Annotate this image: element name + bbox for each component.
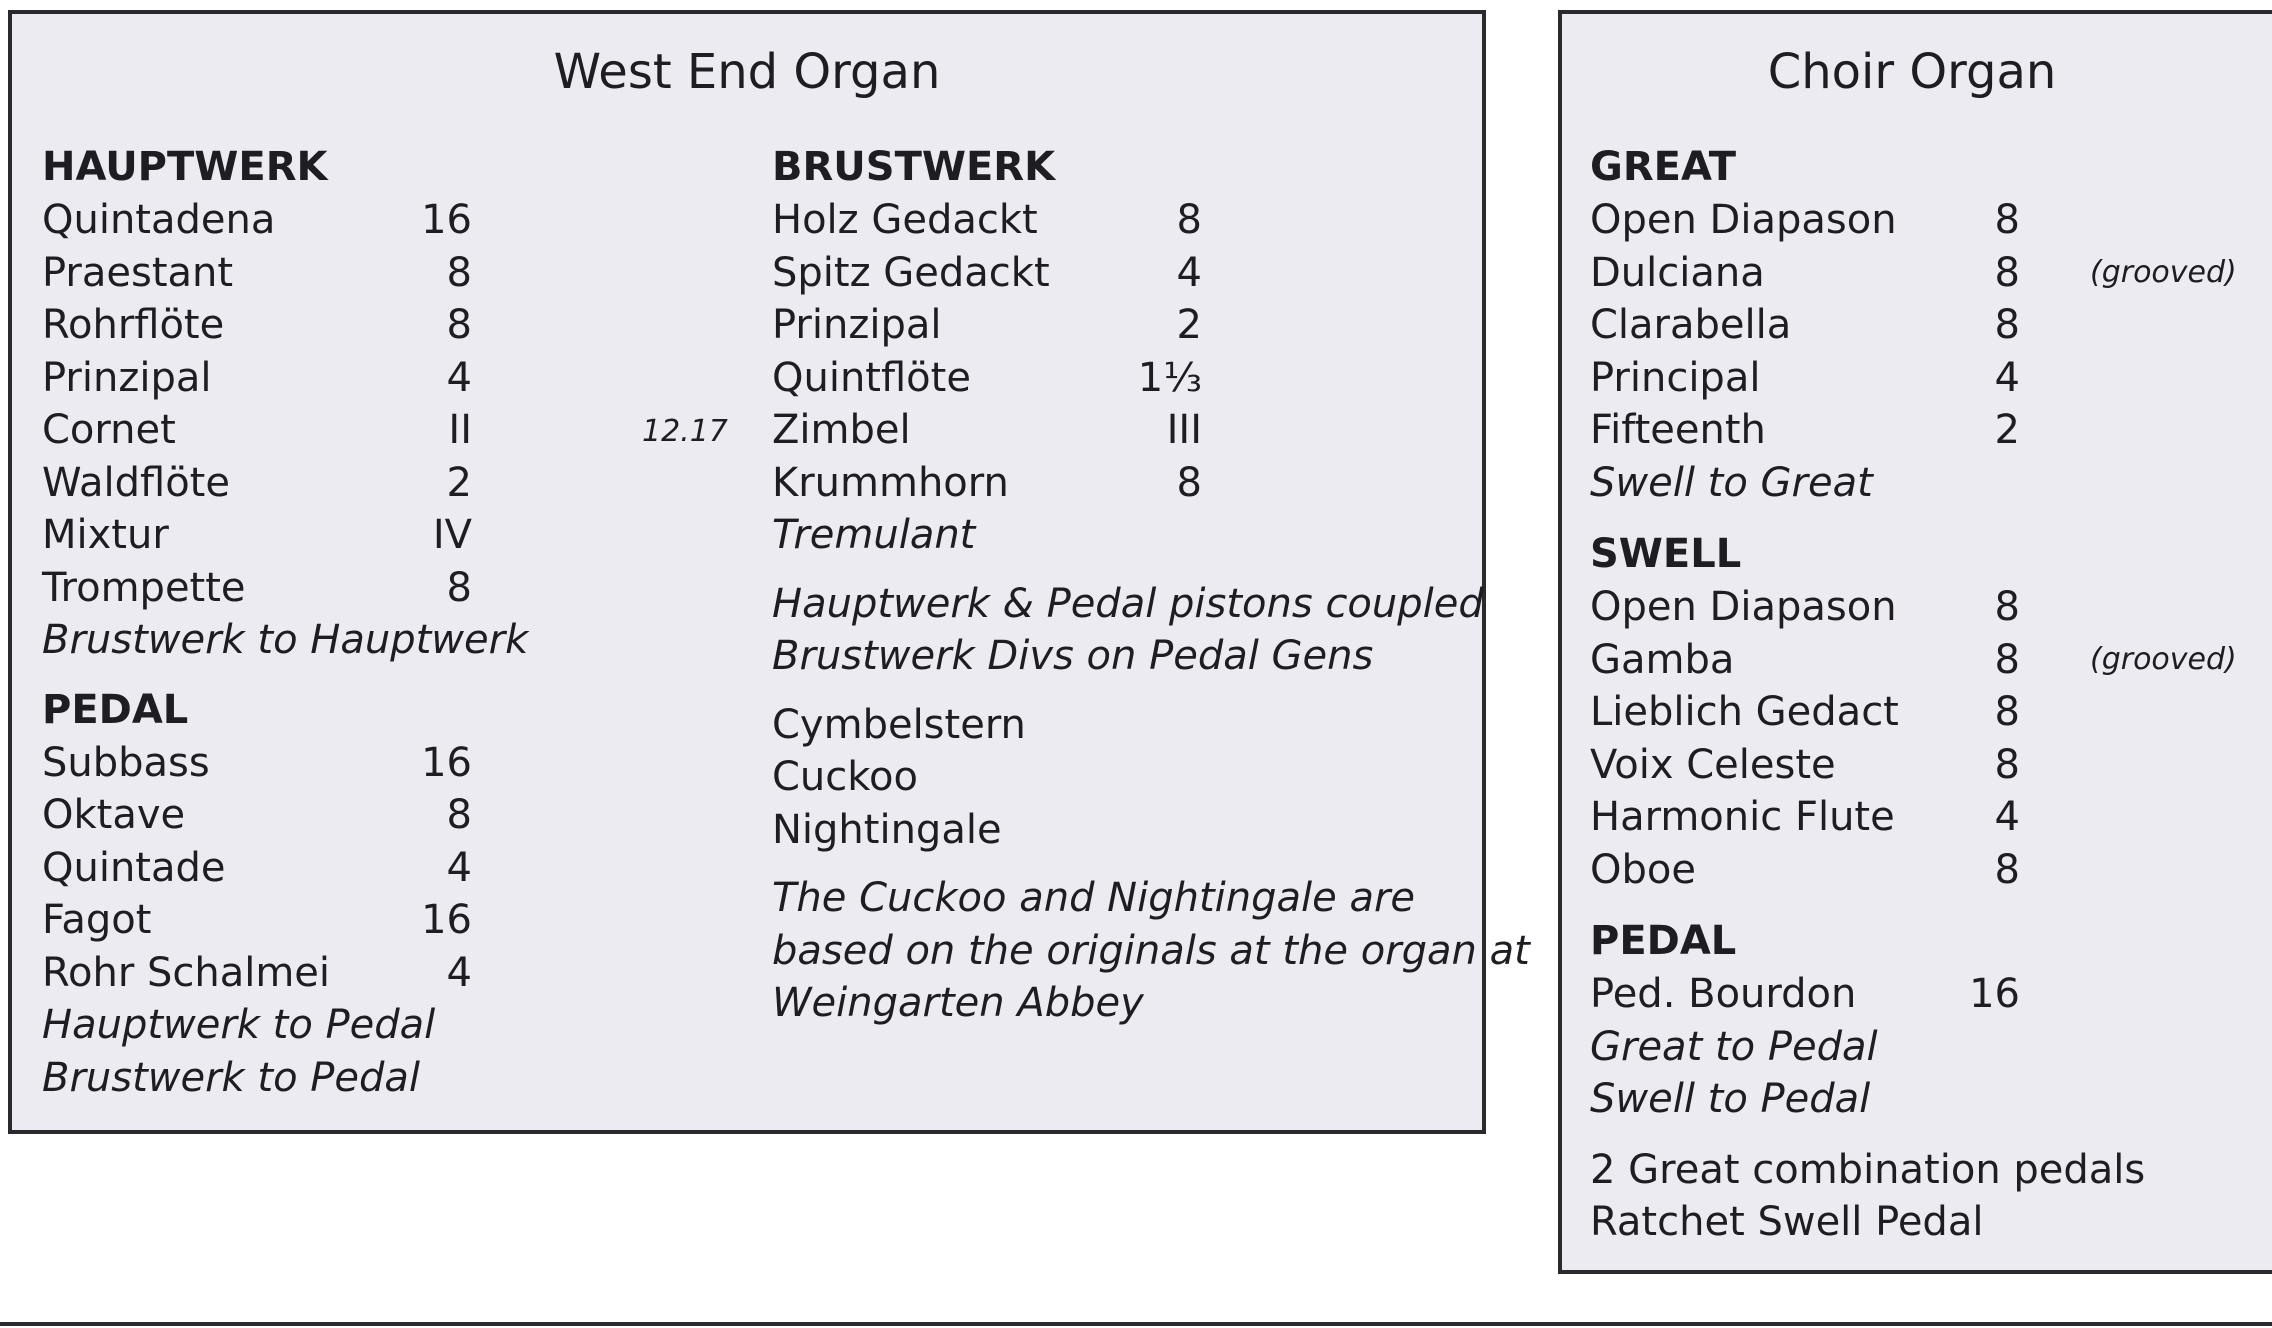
stop-name: Zimbel: [772, 407, 911, 453]
stop-name: Fifteenth: [1590, 407, 1766, 453]
panel-title: West End Organ: [553, 44, 941, 100]
stop-row: [1590, 581, 2260, 634]
stop-name: Mixtur: [42, 512, 169, 558]
stop-pitch: 8: [1176, 459, 1202, 506]
section-heading: GREAT: [1590, 144, 1737, 190]
stop-pitch: 2: [1176, 302, 1202, 348]
stop-name: Quintadena: [42, 197, 276, 243]
stop-name: Krummhorn: [772, 459, 1009, 506]
stop-name: Quintade: [42, 844, 226, 891]
effect-stop: Cuckoo: [772, 754, 918, 800]
stop-name: Prinzipal: [42, 354, 212, 401]
stop-pitch: 4: [1994, 794, 2020, 840]
stop-row: [772, 194, 1472, 247]
stop-name: Voix Celeste: [1590, 741, 1836, 788]
west-right-column: [772, 140, 1530, 1030]
stop-pitch: IV: [432, 512, 472, 558]
section-heading: PEDAL: [1590, 918, 1737, 964]
stop-pitch: 16: [421, 739, 472, 786]
stop-row: [772, 457, 1472, 510]
choir-organ-panel: [1558, 10, 2272, 1274]
stop-row: [42, 404, 482, 457]
coupler: Great to Pedal: [1590, 1023, 1878, 1070]
stop-name: Rohr Schalmei: [42, 949, 331, 996]
stop-row: [42, 789, 482, 842]
stop-row: [772, 299, 1472, 352]
stop-pitch: 16: [421, 897, 472, 943]
note-line: Weingarten Abbey: [772, 980, 1144, 1026]
stop-row: [42, 947, 482, 1000]
stop-row: [1590, 247, 2260, 300]
note-line: based on the originals at the organ at: [772, 927, 1530, 974]
stop-pitch: 16: [1969, 971, 2020, 1017]
stop-name: Dulciana: [1590, 249, 1765, 296]
stop-pitch: 4: [446, 949, 472, 996]
section-heading: BRUSTWERK: [772, 144, 1056, 190]
stop-note: (grooved): [2090, 641, 2237, 677]
stop-row: [42, 842, 482, 895]
stop-pitch: 4: [1176, 249, 1202, 296]
stop-name: Open Diapason: [1590, 197, 1897, 243]
stop-row: [1590, 968, 2260, 1021]
stop-name: Lieblich Gedact: [1590, 689, 1899, 735]
stop-pitch: 16: [421, 197, 472, 243]
stop-note: (grooved): [2090, 254, 2237, 290]
coupler: Swell to Great: [1590, 459, 1873, 506]
stop-name: Clarabella: [1590, 302, 1792, 348]
stop-pitch: III: [1166, 407, 1202, 453]
choir-column: [1590, 140, 2260, 1249]
stop-name: Waldflöte: [42, 459, 230, 506]
stop-pitch: 8: [446, 249, 472, 296]
stop-row: [42, 562, 482, 615]
stop-pitch: 8: [1994, 197, 2020, 243]
hauptwerk-section: [42, 140, 529, 667]
accessory: Ratchet Swell Pedal: [1590, 1199, 1984, 1245]
coupler: Hauptwerk to Pedal: [42, 1002, 436, 1048]
choir-pedal-section: [1590, 914, 2260, 1126]
stop-row: [1590, 791, 2260, 844]
stop-name: Holz Gedackt: [772, 197, 1038, 243]
tremulant: Tremulant: [772, 512, 976, 558]
stop-pitch: 8: [1176, 197, 1202, 243]
stop-pitch: 1⅓: [1137, 354, 1202, 401]
stop-pitch: 8: [446, 302, 472, 348]
stop-name: Spitz Gedackt: [772, 249, 1050, 296]
coupler: Swell to Pedal: [1590, 1076, 1871, 1122]
stop-pitch: 8: [1994, 302, 2020, 348]
stop-name: Rohrflöte: [42, 302, 225, 348]
section-heading: PEDAL: [42, 686, 189, 733]
stop-name: Harmonic Flute: [1590, 794, 1895, 840]
effect-stop: Cymbelstern: [772, 701, 1026, 748]
stop-pitch: 4: [446, 844, 472, 891]
swell-section: [1590, 527, 2260, 896]
stop-row: [1590, 739, 2260, 792]
stop-row: [772, 247, 1472, 300]
stop-row: [42, 894, 482, 947]
stop-name: Prinzipal: [772, 302, 942, 348]
stop-row: [42, 737, 482, 790]
stop-row: [42, 299, 482, 352]
coupler: Brustwerk to Hauptwerk: [42, 617, 529, 663]
stop-name: Quintflöte: [772, 354, 971, 401]
stop-row: [1590, 352, 2260, 405]
stop-name: Subbass: [42, 739, 210, 786]
stop-row: [1590, 634, 2260, 687]
stop-pitch: 8: [1994, 249, 2020, 296]
stop-pitch: 8: [1994, 689, 2020, 735]
stop-name: Oboe: [1590, 846, 1696, 893]
stop-pitch: II: [448, 407, 472, 453]
coupler: Brustwerk to Pedal: [42, 1054, 421, 1101]
stop-pitch: 2: [1994, 407, 2020, 453]
stop-row: [42, 247, 482, 300]
piston-note: Brustwerk Divs on Pedal Gens: [772, 633, 1374, 679]
section-heading: HAUPTWERK: [42, 144, 328, 190]
brustwerk-section: [772, 140, 1472, 562]
stop-pitch: 4: [446, 354, 472, 401]
stop-name: Gamba: [1590, 636, 1735, 683]
stop-name: Fagot: [42, 897, 152, 943]
stop-name: Cornet: [42, 407, 176, 453]
pedal-section: [42, 683, 482, 1105]
west-left-column: [42, 140, 529, 1104]
stop-name: Open Diapason: [1590, 584, 1897, 630]
stop-name: Principal: [1590, 354, 1761, 401]
note-line: The Cuckoo and Nightingale are: [772, 875, 1416, 921]
stop-row: [1590, 686, 2260, 739]
section-heading: SWELL: [1590, 531, 1742, 577]
stop-pitch: 8: [1994, 846, 2020, 893]
stop-pitch: 8: [1994, 584, 2020, 630]
stop-row: [1590, 194, 2260, 247]
stop-row: [1590, 844, 2260, 897]
piston-note: Hauptwerk & Pedal pistons coupled: [772, 580, 1484, 627]
stop-row: [42, 352, 482, 405]
stop-pitch: 8: [1994, 741, 2020, 788]
stop-row: [42, 194, 482, 247]
page-marker: 12.17: [642, 414, 728, 449]
stop-row: [42, 509, 482, 562]
stop-row: [1590, 299, 2260, 352]
stop-row: [772, 352, 1472, 405]
stop-row: [1590, 404, 2260, 457]
stop-row: [772, 404, 1472, 457]
bottom-rule: [0, 1322, 2272, 1326]
stop-row: [42, 457, 482, 510]
stop-pitch: 4: [1994, 354, 2020, 401]
great-section: [1590, 140, 2260, 509]
accessory: 2 Great combination pedals: [1590, 1146, 2146, 1193]
stop-name: Ped. Bourdon: [1590, 971, 1857, 1017]
stop-pitch: 8: [446, 792, 472, 838]
west-end-organ-panel: [8, 10, 1530, 1134]
stop-pitch: 8: [446, 564, 472, 611]
stop-name: Praestant: [42, 249, 234, 296]
stop-name: Trompette: [42, 564, 246, 611]
stop-pitch: 8: [1994, 636, 2020, 683]
stop-pitch: 2: [446, 459, 472, 506]
panel-title: Choir Organ: [1767, 44, 2057, 100]
effect-stop: Nightingale: [772, 806, 1002, 853]
stop-name: Oktave: [42, 792, 186, 838]
